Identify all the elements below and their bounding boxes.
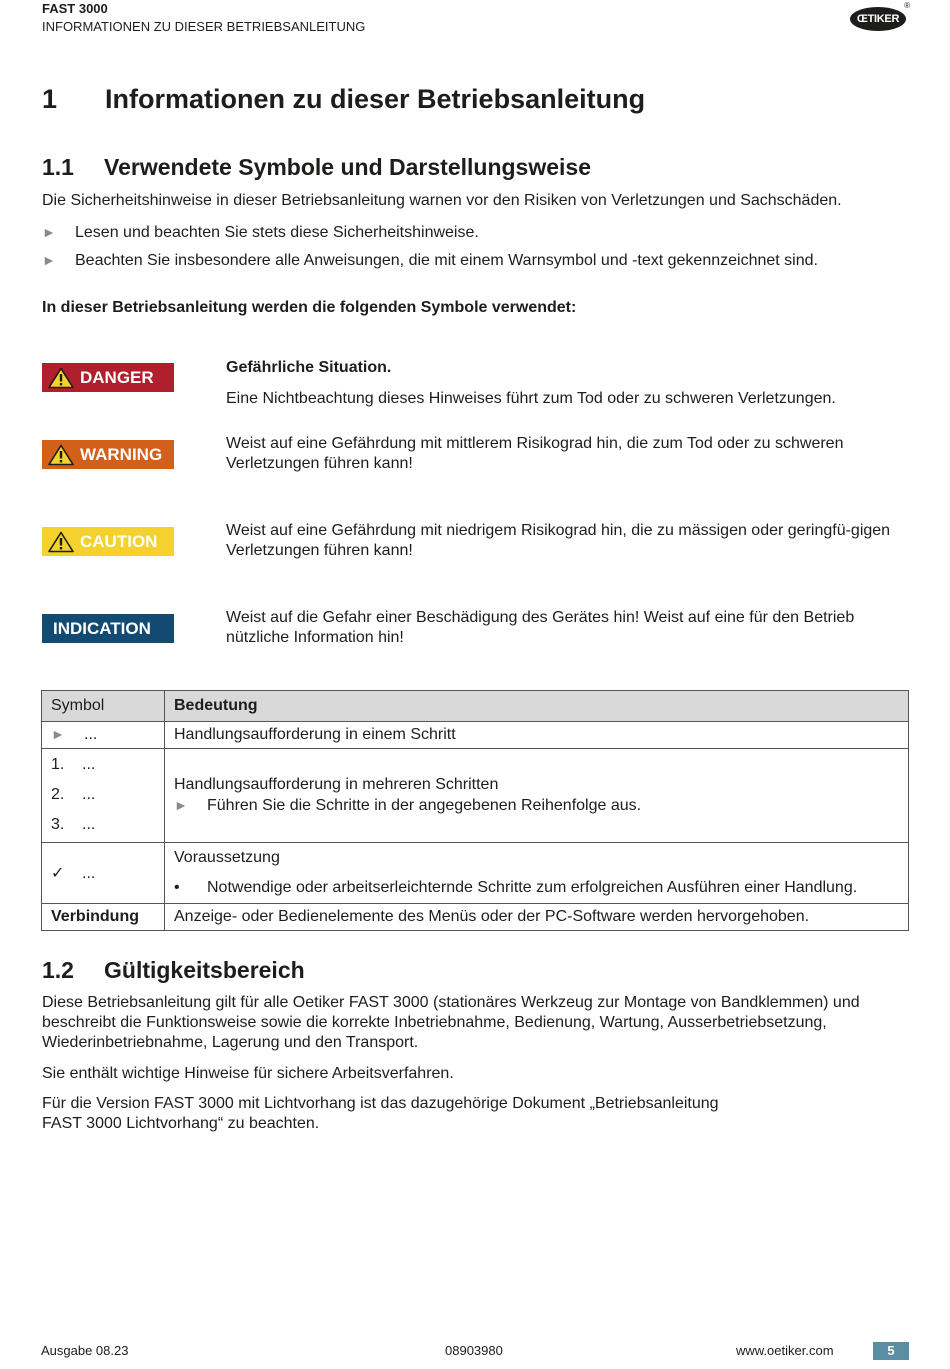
table-row: [42, 722, 909, 749]
footer-website[interactable]: www.oetiker.com: [736, 1343, 834, 1358]
meaning-subline: [174, 795, 899, 816]
list-item: [42, 250, 818, 271]
danger-label: [42, 363, 174, 392]
danger-text: Eine Nichtbeachtung dieses Hinweises führt zum Tod oder zu schweren Verletzungen.: [226, 390, 836, 407]
caution-text: Weist auf eine Gefährdung mit niedrigem Risikograd hin, die zu mässigen oder geringfü-gigen Verletzungen führen kann!: [226, 522, 891, 559]
step-line: [51, 810, 155, 840]
symbol-dots: ...: [82, 816, 96, 833]
danger-label-text: DANGER: [80, 367, 154, 387]
symbols-table: [41, 690, 909, 931]
section-1-2-heading: [42, 957, 305, 984]
warning-text: Weist auf eine Gefährdung mit mittlerem Risikograd hin, die zum Tod oder zu schweren Verletzungen führen kann!: [226, 435, 844, 472]
caution-label-text: CAUTION: [80, 531, 158, 551]
section-1-1-heading: [42, 154, 591, 181]
footer-docnum: 08903980: [445, 1343, 503, 1358]
table-cell-meaning: [165, 843, 909, 904]
table-cell-meaning: Handlungsaufforderung in einem Schritt: [165, 722, 909, 749]
safety-paragraph: Sie enthält wichtige Hinweise für sichere Arbeitsverfahren.: [42, 1065, 454, 1082]
table-header-row: [42, 691, 909, 722]
section-number: 1.2: [42, 957, 74, 983]
light-curtain-paragraph: [42, 1094, 912, 1134]
triangle-bullet-icon: ►: [42, 224, 56, 240]
symbol-dots: ...: [82, 786, 96, 803]
indication-text: Weist auf die Gefahr einer Beschädigung des Gerätes hin! Weist auf eine für den Betrieb nützliche Information hin!: [226, 609, 855, 646]
table-header-meaning: Bedeutung: [165, 691, 909, 722]
chapter-title: Informationen zu dieser Betriebsanleitung: [105, 84, 646, 114]
checkmark-icon: ✓: [51, 865, 65, 882]
dot-bullet-icon: •: [174, 879, 180, 896]
chapter-number: 1: [42, 84, 58, 114]
step-number: 2.: [51, 786, 65, 803]
warning-triangle-icon: [48, 367, 74, 389]
table-cell-symbol: [42, 722, 165, 749]
symbol-dots: ...: [84, 726, 98, 743]
section-number: 1.1: [42, 154, 74, 180]
paragraph-line: Für die Version FAST 3000 mit Lichtvorhang ist das dazugehörige Dokument „Betriebsanleitung: [42, 1095, 719, 1112]
table-row: [42, 749, 909, 843]
table-cell-symbol: [42, 749, 165, 843]
header-product: FAST 3000: [42, 1, 108, 16]
logo-text: ŒTIKER: [850, 7, 906, 31]
caution-label: [42, 527, 174, 556]
section-title: Gültigkeitsbereich: [104, 957, 305, 983]
warning-triangle-icon: [48, 531, 74, 553]
chapter-heading: [42, 84, 645, 115]
step-line: [51, 750, 155, 780]
paragraph-line: FAST 3000 Lichtvorhang“ zu beachten.: [42, 1115, 320, 1132]
table-cell-meaning: Anzeige- oder Bedienelemente des Menüs oder der PC-Software werden hervorgehoben.: [165, 904, 909, 931]
list-item-text: Lesen und beachten Sie stets diese Sicherheitshinweise.: [75, 224, 479, 241]
step-number: 3.: [51, 816, 65, 833]
indication-label-text: INDICATION: [53, 618, 151, 638]
meaning-sub-text: Führen Sie die Schritte in der angegebenen Reihenfolge aus.: [207, 797, 642, 814]
symbol-dots: ...: [82, 865, 96, 882]
list-item-text: Beachten Sie insbesondere alle Anweisungen, die mit einem Warnsymbol und -text gekennzeichnet sind.: [75, 252, 818, 269]
danger-title: Gefährliche Situation.: [226, 359, 392, 376]
logo-registered: ®: [904, 1, 910, 10]
footer-edition: Ausgabe 08.23: [41, 1343, 129, 1358]
meaning-sub-text: Notwendige oder arbeitserleichternde Schritte zum erfolgreichen Ausführen einer Handlung.: [207, 879, 858, 896]
table-cell-symbol: [42, 843, 165, 904]
triangle-bullet-icon: ►: [42, 252, 56, 268]
warning-label-text: WARNING: [80, 444, 163, 464]
warning-label: [42, 440, 174, 469]
page-number-badge: 5: [873, 1342, 909, 1360]
table-cell-symbol: Verbindung: [42, 904, 165, 931]
warning-triangle-icon: [48, 444, 74, 466]
triangle-bullet-icon: ►: [51, 726, 65, 742]
symbol-dots: ...: [82, 756, 96, 773]
indication-label: [42, 614, 174, 643]
meaning-text: Voraussetzung: [174, 849, 280, 866]
intro-paragraph: Die Sicherheitshinweise in dieser Betriebsanleitung warnen vor den Risiken von Verletzungen und Sachschäden.: [42, 192, 842, 209]
section-title: Verwendete Symbole und Darstellungsweise: [104, 154, 591, 180]
table-row: [42, 904, 909, 931]
table-cell-meaning: [165, 749, 909, 843]
symbols-heading: In dieser Betriebsanleitung werden die folgenden Symbole verwendet:: [42, 299, 577, 316]
table-header-symbol: Symbol: [42, 691, 165, 722]
step-number: 1.: [51, 756, 65, 773]
oetiker-logo: [848, 1, 910, 34]
meaning-text: Handlungsaufforderung in mehreren Schritten: [174, 776, 499, 793]
triangle-bullet-icon: ►: [174, 797, 188, 813]
table-row: [42, 843, 909, 904]
meaning-subline: [174, 873, 899, 903]
scope-paragraph: Diese Betriebsanleitung gilt für alle Oetiker FAST 3000 (stationäres Werkzeug zur Montage von Bandklemmen) und beschreibt die Funktionsweise sowie die korrekte Inbetriebnahme, Bedienung, Wartung, Ausserbetriebsetzung, Wiederinbetriebnahme, Lagerung und den Transport.: [42, 994, 860, 1051]
step-line: [51, 780, 155, 810]
list-item: [42, 222, 479, 243]
header-section: INFORMATIONEN ZU DIESER BETRIEBSANLEITUNG: [42, 19, 366, 34]
